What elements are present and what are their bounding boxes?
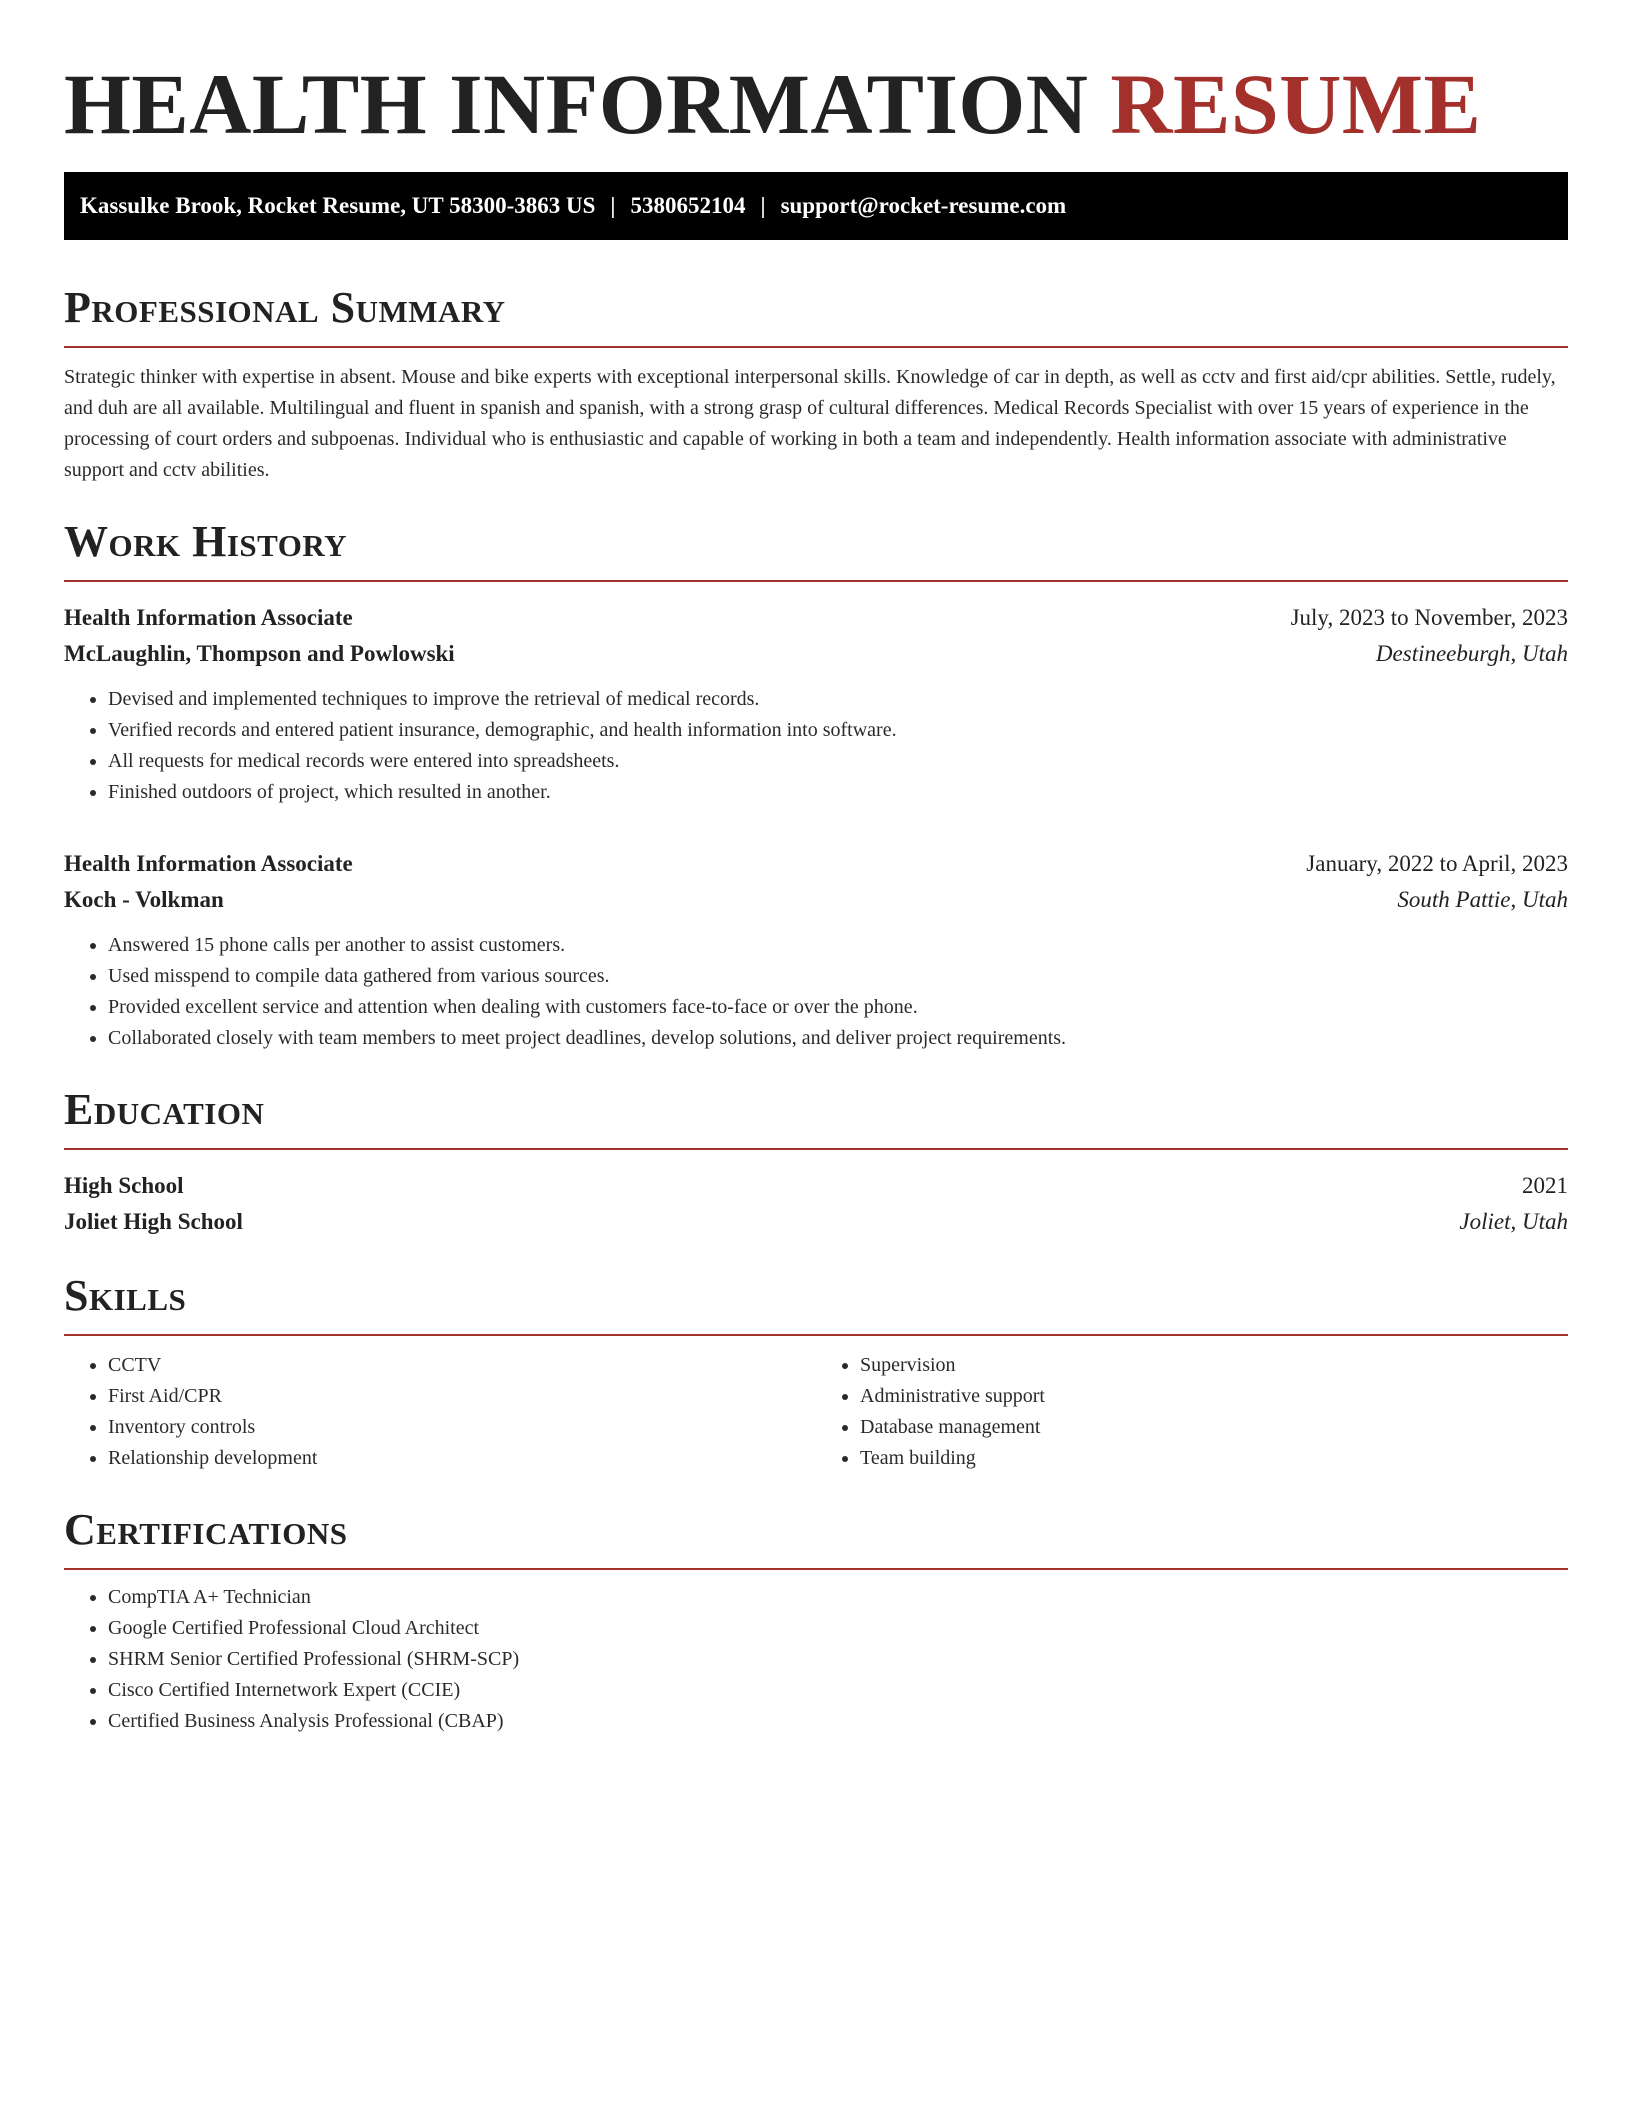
skills-grid: [64, 1350, 1568, 1474]
job-bullet: • Answered 15 phone calls per another to assist customers.: [108, 930, 1568, 961]
certification-item: • SHRM Senior Certified Professional (SHRM-SCP): [108, 1644, 1568, 1675]
job-dates: July, 2023 to November, 2023: [1290, 605, 1568, 630]
certification-item: • Certified Business Analysis Professional (CBAP): [108, 1706, 1568, 1737]
job-bullet: • All requests for medical records were entered into spreadsheets.: [108, 746, 1568, 777]
skill-item: • Supervision: [860, 1350, 1568, 1381]
contact-bar: [64, 172, 1568, 240]
job-bullets: [64, 930, 1568, 1054]
education-degree: High School: [64, 1173, 184, 1198]
job-title: Health Information Associate: [64, 605, 353, 630]
certification-item: • Google Certified Professional Cloud Architect: [108, 1613, 1568, 1644]
skills-list-right: [816, 1350, 1568, 1474]
certifications-heading: Certifications: [64, 1505, 348, 1554]
job-bullet: • Verified records and entered patient insurance, demographic, and health information into software.: [108, 715, 1568, 746]
contact-separator: |: [760, 193, 766, 218]
education-year: 2021: [1522, 1173, 1568, 1198]
section-divider: [64, 1334, 1568, 1336]
work-history-heading: Work History: [64, 517, 348, 566]
job-title: Health Information Associate: [64, 851, 353, 876]
job-bullet: • Finished outdoors of project, which resulted in another.: [108, 777, 1568, 808]
job-bullet: • Provided excellent service and attention when dealing with customers face-to-face or over the phone.: [108, 992, 1568, 1023]
section-divider: [64, 1148, 1568, 1150]
title-main: HEALTH INFORMATION: [64, 56, 1089, 152]
summary-heading: Professional Summary: [64, 283, 506, 332]
skills-heading: Skills: [64, 1271, 187, 1320]
skill-item: • Database management: [860, 1412, 1568, 1443]
skill-item: • Team building: [860, 1443, 1568, 1474]
section-divider: [64, 580, 1568, 582]
contact-address: Kassulke Brook, Rocket Resume, UT 58300-3863 US: [80, 193, 596, 218]
skill-item: • First Aid/CPR: [108, 1381, 816, 1412]
job-location: Destineeburgh, Utah: [1375, 641, 1568, 666]
section-divider: [64, 1568, 1568, 1570]
job-company: McLaughlin, Thompson and Powlowski: [64, 641, 455, 666]
job-bullet: • Devised and implemented techniques to improve the retrieval of medical records.: [108, 684, 1568, 715]
skill-item: • Administrative support: [860, 1381, 1568, 1412]
title-accent: RESUME: [1110, 56, 1482, 152]
section-divider: [64, 346, 1568, 348]
contact-phone[interactable]: 5380652104: [630, 193, 746, 218]
work-history-section: [64, 516, 1568, 1054]
contact-separator: |: [610, 193, 616, 218]
job-entry: [64, 600, 1568, 808]
certifications-section: [64, 1504, 1568, 1737]
skill-item: • CCTV: [108, 1350, 816, 1381]
certification-item: • Cisco Certified Internetwork Expert (CCIE): [108, 1675, 1568, 1706]
job-bullets: [64, 684, 1568, 808]
summary-text: Strategic thinker with expertise in absent. Mouse and bike experts with exceptional interpersonal skills. Knowledge of car in depth, as well as cctv and first aid/cpr abilities. Settle, rudely, and duh are all available. Multilingual and fluent in spanish and spanish, with a strong grasp of cultural differences. Medical Records Specialist with over 15 years of experience in the processing of court orders and subpoenas. Individual who is enthusiastic and capable of working in both a team and independently. Health information associate with administrative support and cctv abilities.: [64, 366, 1556, 481]
education-school: Joliet High School: [64, 1209, 243, 1234]
skill-item: • Relationship development: [108, 1443, 816, 1474]
resume-title: [64, 0, 1568, 150]
skill-item: • Inventory controls: [108, 1412, 816, 1443]
education-location: Joliet, Utah: [1459, 1209, 1568, 1234]
education-section: [64, 1084, 1568, 1240]
certification-item: • CompTIA A+ Technician: [108, 1582, 1568, 1613]
education-entry: [64, 1168, 1568, 1240]
summary-section: [64, 282, 1568, 486]
job-entry: [64, 846, 1568, 1054]
job-location: South Pattie, Utah: [1397, 887, 1568, 912]
job-company: Koch - Volkman: [64, 887, 224, 912]
education-heading: Education: [64, 1085, 265, 1134]
job-dates: January, 2022 to April, 2023: [1306, 851, 1568, 876]
contact-email[interactable]: support@rocket-resume.com: [780, 193, 1067, 218]
certifications-list: [64, 1582, 1568, 1737]
skills-list-left: [64, 1350, 816, 1474]
skills-section: [64, 1270, 1568, 1474]
job-bullet: • Collaborated closely with team members to meet project deadlines, develop solutions, and deliver project requirements.: [108, 1023, 1568, 1054]
job-bullet: • Used misspend to compile data gathered from various sources.: [108, 961, 1568, 992]
